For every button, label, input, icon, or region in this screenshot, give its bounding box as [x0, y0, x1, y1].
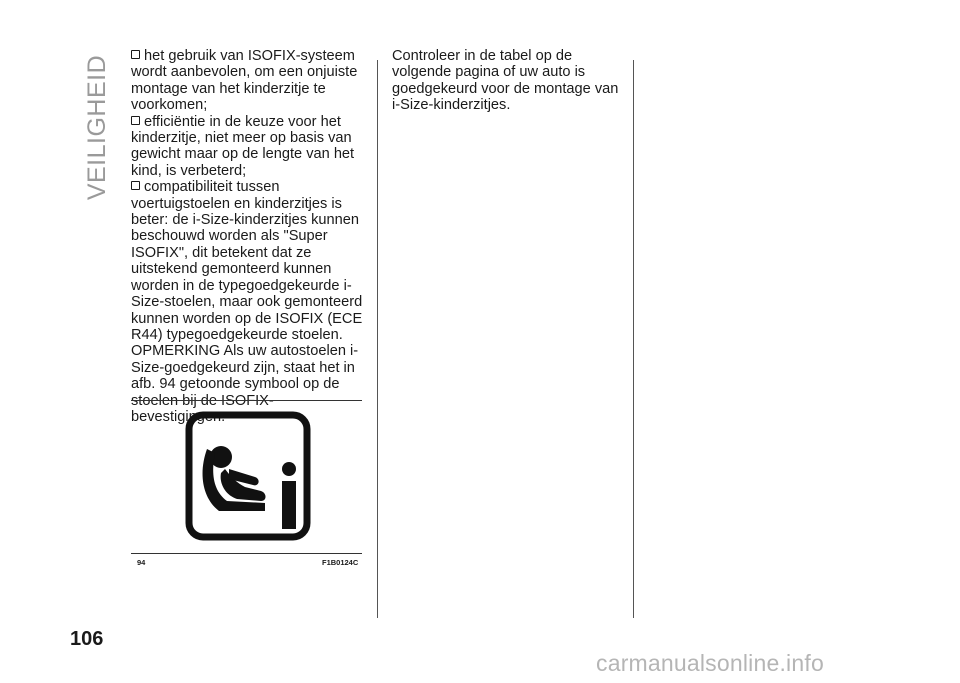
bullet-item — [131, 48, 367, 114]
bullet-text: compatibiliteit tussen voertuigstoelen en kinderzitjes is beter: de i-Size-kinderzitjes kunnen beschouwd worden als "Super ISOFIX", dit betekent dat ze uitstekend gemonteerd kunnen worden in de typegoedgekeurde i-Size-stoelen, maar ook gemonteerd kunnen worden op de ISOFIX (ECE R44) typegoedgekeurde stoelen. — [131, 179, 363, 343]
bullet-item — [131, 179, 367, 343]
square-bullet-icon — [131, 50, 140, 59]
section-label — [78, 52, 118, 202]
info-dot-shape — [282, 462, 296, 476]
watermark: carmanualsonline.info — [596, 650, 824, 676]
isize-child-seat-symbol-icon — [185, 411, 311, 541]
bullet-text: efficiëntie in de keuze voor het kinderzitje, niet meer op basis van gewicht maar op de lengte van het kind, is verbeterd; — [131, 113, 355, 179]
section-label-text: VEILIGHEID — [83, 54, 112, 200]
square-bullet-icon — [131, 116, 140, 125]
page-number: 106 — [70, 628, 104, 650]
bullet-item — [131, 114, 367, 180]
column-divider-1 — [377, 60, 378, 618]
left-column — [131, 48, 367, 425]
figure-top-divider — [131, 400, 362, 401]
bullet-text: het gebruik van ISOFIX-systeem wordt aanbevolen, om een onjuiste montage van het kinderzitje te voorkomen; — [131, 48, 358, 114]
column-divider-2 — [633, 60, 634, 618]
square-bullet-icon — [131, 181, 140, 190]
figure-94 — [131, 406, 362, 548]
figure-code: F1B0124C — [322, 558, 359, 567]
right-column — [392, 48, 628, 114]
right-paragraph: Controleer in de tabel op de volgende pagina of uw auto is goedgekeurd voor de montage van i-Size-kinderzitjes. — [392, 48, 619, 114]
figure-number: 94 — [137, 558, 146, 567]
figure-bottom-divider — [131, 553, 362, 554]
note-paragraph: OPMERKING Als uw autostoelen i-Size-goedgekeurd zijn, staat het in afb. 94 getoonde symbool op de stoelen bij de ISOFIX-bevestigingen. — [131, 343, 359, 425]
info-stem-shape — [282, 481, 296, 529]
